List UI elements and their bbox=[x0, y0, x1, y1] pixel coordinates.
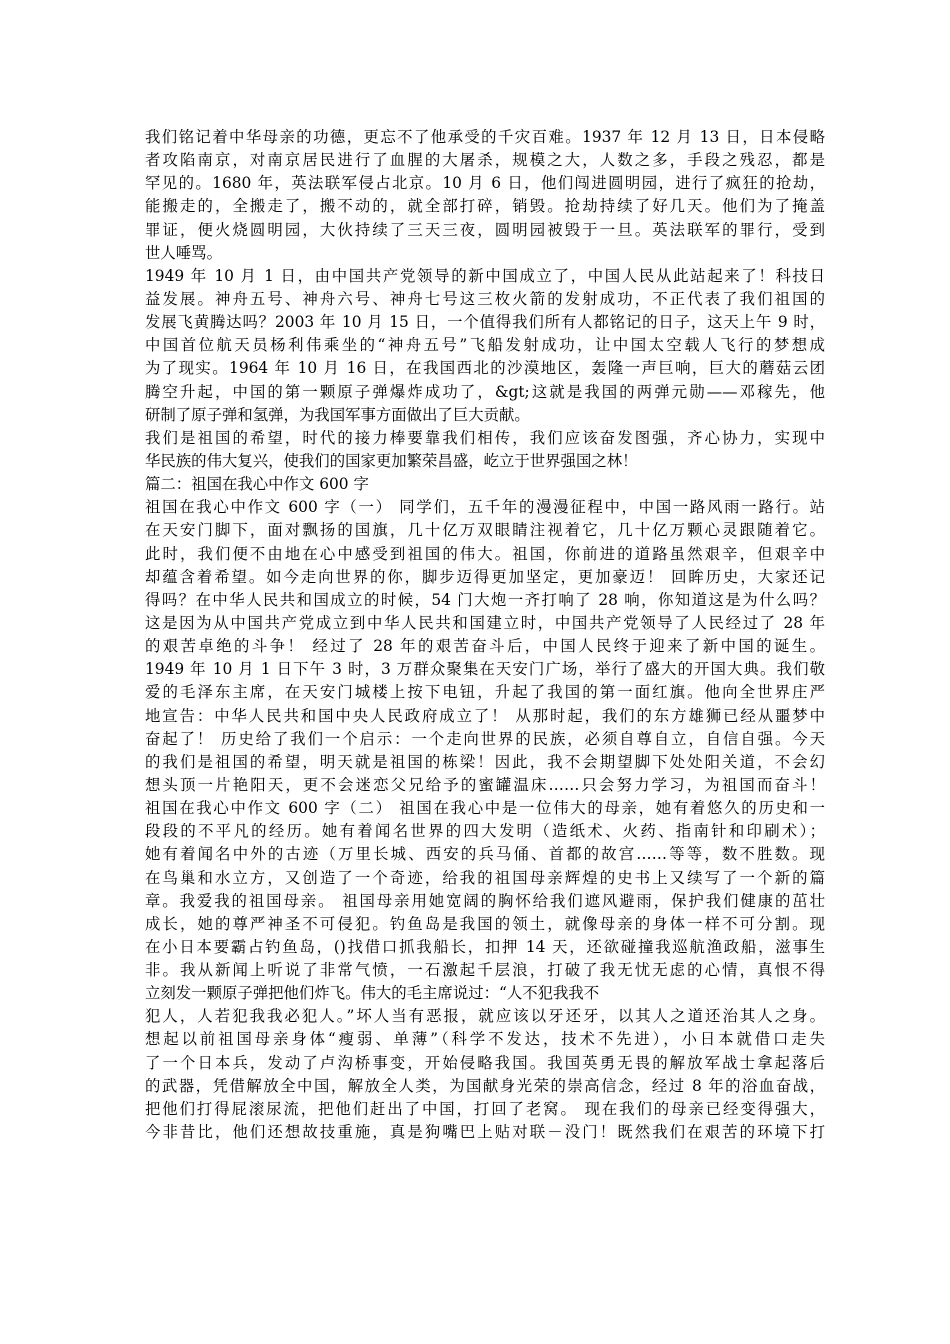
text-line: 在天安门脚下，面对飘扬的国旗，几十亿万双眼睛注视着它，几十亿万颗心灵跟随着它。 bbox=[145, 521, 825, 540]
text-line: 成长，她的尊严神圣不可侵犯。钓鱼岛是我国的领土，就像母亲的身体一样不可分割。现 bbox=[145, 914, 825, 933]
text-line: 1949 年 10 月 1 日下午 3 时，3 万群众聚集在天安门广场，举行了盛大的开国大典。我们敬 bbox=[145, 660, 825, 679]
text-line: 的我们是祖国的希望，明天就是祖国的栋梁！因此，我不会期望脚下处处阳关道，不会幻 bbox=[145, 752, 825, 771]
text-line: 祖国在我心中作文 600 字（一） 同学们，五千年的漫漫征程中，中国一路风雨一路行。站 bbox=[145, 498, 825, 517]
text-line: 立刻发一颗原子弹把他们炸飞。伟大的毛主席说过：“人不犯我我不 bbox=[145, 984, 600, 1003]
text-line: 奋起了！ 历史给了我们一个启示：一个走向世界的民族，必须自尊自立，自信自强。今天 bbox=[145, 729, 825, 748]
text-line: 把他们打得屁滚尿流，把他们赶出了中国，打回了老窝。 现在我们的母亲已经变得强大， bbox=[145, 1099, 825, 1118]
document-body bbox=[145, 126, 825, 1144]
text-line: 中国首位航天员杨利伟乘坐的“神舟五号”飞船发射成功，让中国太空载人飞行的梦想成 bbox=[145, 336, 825, 355]
text-line: 为了现实。1964 年 10 月 16 日，在我国西北的沙漠地区，轰隆一声巨响，巨大的蘑菇云团 bbox=[145, 359, 825, 378]
text-line: 了一个日本兵，发动了卢沟桥事变，开始侵略我国。我国英勇无畏的解放军战士拿起落后 bbox=[145, 1053, 825, 1072]
text-line: 发展飞黄腾达吗？2003 年 10 月 15 日，一个值得我们所有人都铭记的日子，这天上午 9 时， bbox=[145, 313, 825, 332]
text-line: 这是因为从中国共产党成立到中华人民共和国建立时，中国共产党领导了人民经过了 28 年 bbox=[145, 613, 825, 632]
text-line: 今非昔比，他们还想故技重施，真是狗嘴巴上贴对联－没门！既然我们在艰苦的环境下打 bbox=[145, 1123, 825, 1142]
text-line: 想起以前祖国母亲身体“瘦弱、单薄”（科学不发达，技术不先进），小日本就借口走失 bbox=[145, 1030, 825, 1049]
text-line: 地宣告：中华人民共和国中央人民政府成立了！ 从那时起，我们的东方雄狮已经从噩梦中 bbox=[145, 706, 825, 725]
text-line: 罪证，便火烧圆明园，大伙持续了三天三夜，圆明园被毁于一旦。英法联军的罪行，受到 bbox=[145, 220, 825, 239]
text-line: 华民族的伟大复兴，使我们的国家更加繁荣昌盛，屹立于世界强国之林！ bbox=[145, 451, 638, 470]
text-line: 研制了原子弹和氢弹，为我国军事方面做出了巨大贡献。 bbox=[145, 405, 530, 424]
text-line: 非。我从新闻上听说了非常气愤，一石激起千层浪，打破了我无忧无虑的心情，真恨不得 bbox=[145, 961, 825, 980]
text-line: 此时，我们便不由地在心中感受到祖国的伟大。祖国，你前进的道路虽然艰辛，但艰辛中 bbox=[145, 544, 825, 563]
text-line: 犯人，人若犯我我必犯人。”坏人当有恶报，就应该以牙还牙，以其人之道还治其人之身。 bbox=[145, 1007, 825, 1026]
text-line: 我们是祖国的希望，时代的接力棒要靠我们相传，我们应该奋发图强，齐心协力，实现中 bbox=[145, 428, 825, 447]
text-line: 腾空升起，中国的第一颗原子弹爆炸成功了，&gt;这就是我国的两弹元勋——邓稼先，他 bbox=[145, 382, 825, 401]
text-line: 益发展。神舟五号、神舟六号、神舟七号这三枚火箭的发射成功，不正代表了我们祖国的 bbox=[145, 289, 825, 308]
text-line: 1949 年 10 月 1 日，由中国共产党领导的新中国成立了，中国人民从此站起来了！科技日 bbox=[145, 266, 825, 285]
text-line: 罕见的。1680 年，英法联军侵占北京。10 月 6 日，他们闯进圆明园，进行了疯狂的抢劫， bbox=[145, 174, 825, 193]
text-line: 世人唾骂。 bbox=[145, 243, 222, 262]
text-line: 想头顶一片艳阳天，更不会迷恋父兄给予的蜜罐温床……只会努力学习，为祖国而奋斗！ bbox=[145, 775, 825, 794]
text-line: 段段的不平凡的经历。她有着闻名世界的四大发明（造纸术、火药、指南针和印刷术）； bbox=[145, 822, 825, 841]
text-line: 爱的毛泽东主席，在天安门城楼上按下电钮，升起了我国的第一面红旗。他向全世界庄严 bbox=[145, 683, 825, 702]
text-line: 她有着闻名中外的古迹（万里长城、西安的兵马俑、首都的故宫……等等，数不胜数。现 bbox=[145, 845, 825, 864]
text-line: 者攻陷南京，对南京居民进行了血腥的大屠杀，规模之大，人数之多，手段之残忍，都是 bbox=[145, 151, 825, 170]
text-line: 篇二：祖国在我心中作文 600 字 bbox=[145, 475, 369, 494]
text-line: 能搬走的，全搬走了，搬不动的，就全部打碎，销毁。抢劫持续了好几天。他们为了掩盖 bbox=[145, 197, 825, 216]
text-line: 我们铭记着中华母亲的功德，更忘不了他承受的千灾百难。1937 年 12 月 13 日，日本侵略 bbox=[145, 128, 825, 146]
text-line: 在小日本要霸占钓鱼岛，()找借口抓我船长，扣押 14 天，还欲碰撞我巡航渔政船，滋事生 bbox=[145, 937, 825, 956]
text-line: 得吗？在中华人民共和国成立的时候，54 门大炮一齐打响了 28 响，你知道这是为什么吗？ bbox=[145, 590, 825, 609]
text-line: 章。我爱我的祖国母亲。 祖国母亲用她宽阔的胸怀给我们遮风避雨，保护我们健康的茁壮 bbox=[145, 891, 825, 910]
text-line: 祖国在我心中作文 600 字（二） 祖国在我心中是一位伟大的母亲，她有着悠久的历史和一 bbox=[145, 799, 825, 818]
text-line: 在鸟巢和水立方，又创造了一个奇迹，给我的祖国母亲辉煌的史书上又续写了一个新的篇 bbox=[145, 868, 825, 887]
text-line: 的艰苦卓绝的斗争！ 经过了 28 年的艰苦奋斗后，中国人民终于迎来了新中国的诞生。 bbox=[145, 637, 825, 656]
text-line: 的武器，凭借解放全中国，解放全人类，为国献身光荣的崇高信念，经过 8 年的浴血奋战， bbox=[145, 1076, 825, 1095]
text-line: 却蕴含着希望。如今走向世界的你，脚步迈得更加坚定，更加豪迈！ 回眸历史，大家还记 bbox=[145, 567, 825, 586]
